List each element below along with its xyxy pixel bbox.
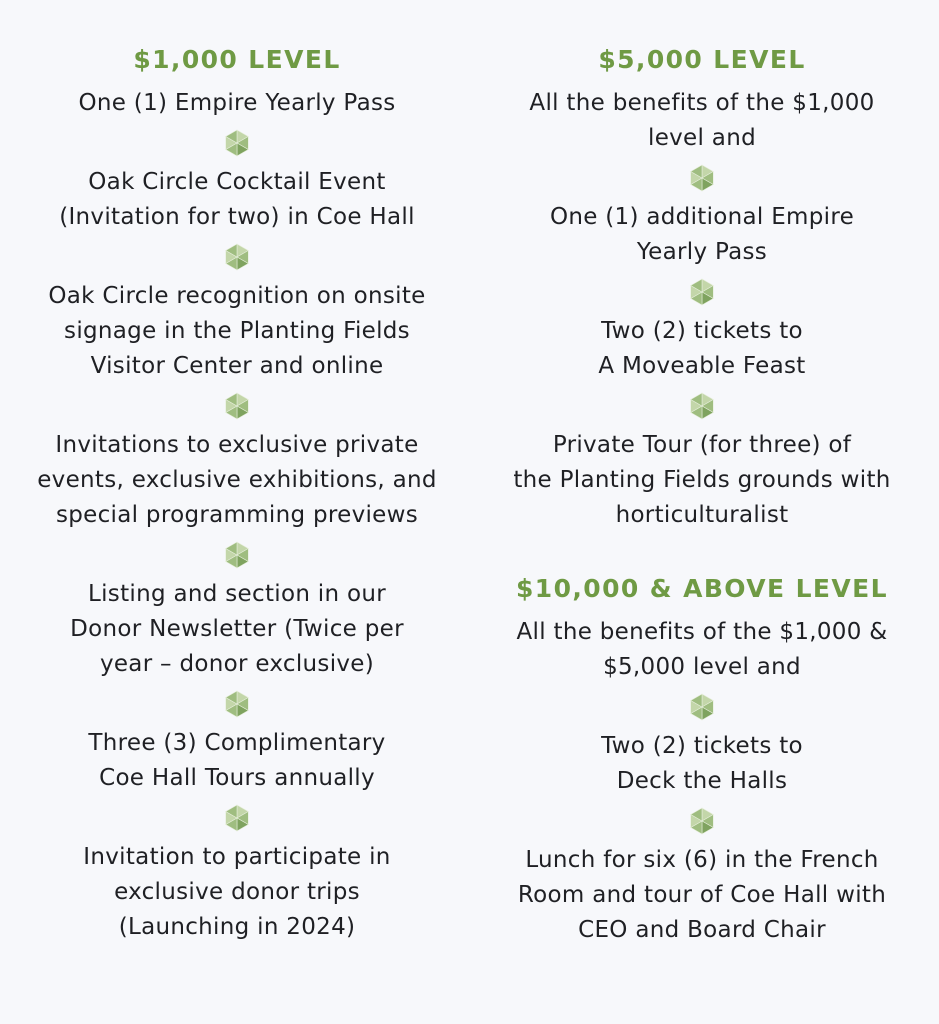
benefit-line: One (1) Empire Yearly Pass	[78, 90, 396, 116]
level-10000-benefits	[468, 615, 936, 948]
benefit-line: Oak Circle Cocktail Event	[88, 169, 386, 195]
benefit-item	[468, 428, 936, 533]
benefit-line: Donor Newsletter (Twice per	[70, 616, 404, 642]
benefit-line: signage in the Planting Fields	[64, 318, 410, 344]
level-1000-title: $1,000 LEVEL	[133, 45, 341, 74]
green-gem-icon	[468, 384, 936, 428]
benefit-item	[0, 279, 474, 384]
green-gem-icon	[468, 270, 936, 314]
green-gem-icon	[468, 685, 936, 729]
level-5000-benefits	[468, 86, 936, 533]
green-gem-icon	[0, 121, 474, 165]
level-1000-column	[0, 40, 474, 945]
benefit-line: Visitor Center and online	[90, 353, 384, 379]
benefit-item	[0, 165, 474, 235]
benefit-line: the Planting Fields grounds with	[513, 467, 891, 493]
benefit-line: exclusive donor trips	[114, 879, 360, 905]
benefit-line: CEO and Board Chair	[578, 917, 826, 943]
benefit-item	[468, 843, 936, 948]
level-5000-and-10000-column	[468, 40, 936, 948]
benefit-item	[0, 577, 474, 682]
benefit-item	[0, 86, 474, 121]
level-10000-title: $10,000 & ABOVE LEVEL	[516, 574, 888, 603]
benefit-line: Two (2) tickets to	[601, 318, 803, 344]
benefit-line: level and	[648, 125, 756, 151]
benefit-line: One (1) additional Empire	[549, 204, 855, 230]
level-5000-title: $5,000 LEVEL	[598, 45, 806, 74]
benefit-item	[468, 314, 936, 384]
benefit-line: $5,000 level and	[603, 654, 801, 680]
benefit-line: All the benefits of the $1,000 &	[516, 619, 888, 645]
green-gem-icon	[468, 156, 936, 200]
benefit-line: Oak Circle recognition on onsite	[48, 283, 426, 309]
benefit-item	[0, 726, 474, 796]
benefit-line: Listing and section in our	[88, 581, 386, 607]
benefit-line: Private Tour (for three) of	[552, 432, 852, 458]
level-1000-benefits	[0, 86, 474, 945]
benefit-line: A Moveable Feast	[598, 353, 806, 379]
benefit-line: Deck the Halls	[616, 768, 788, 794]
benefit-line: Room and tour of Coe Hall with	[517, 882, 887, 908]
benefit-line: special programming previews	[55, 502, 419, 528]
benefit-line: Invitations to exclusive private	[55, 432, 419, 458]
benefit-line: Yearly Pass	[636, 239, 768, 265]
benefit-item	[468, 615, 936, 685]
benefit-line: (Invitation for two) in Coe Hall	[59, 204, 415, 230]
benefit-line: Coe Hall Tours annually	[99, 765, 375, 791]
green-gem-icon	[0, 235, 474, 279]
benefit-line: Two (2) tickets to	[601, 733, 803, 759]
green-gem-icon	[0, 533, 474, 577]
green-gem-icon	[468, 799, 936, 843]
benefit-item	[468, 200, 936, 270]
benefit-line: year – donor exclusive)	[99, 651, 375, 677]
green-gem-icon	[0, 384, 474, 428]
green-gem-icon	[0, 796, 474, 840]
benefit-line: horticulturalist	[615, 502, 789, 528]
benefit-line: Invitation to participate in	[83, 844, 391, 870]
benefit-item	[0, 840, 474, 945]
benefit-line: events, exclusive exhibitions, and	[37, 467, 437, 493]
benefit-item	[468, 729, 936, 799]
benefit-line: Lunch for six (6) in the French	[525, 847, 879, 873]
section-spacer	[468, 533, 936, 569]
benefit-line: All the benefits of the $1,000	[529, 90, 875, 116]
benefit-item	[468, 86, 936, 156]
benefit-line: (Launching in 2024)	[118, 914, 356, 940]
green-gem-icon	[0, 682, 474, 726]
benefit-item	[0, 428, 474, 533]
benefit-line: Three (3) Complimentary	[88, 730, 386, 756]
